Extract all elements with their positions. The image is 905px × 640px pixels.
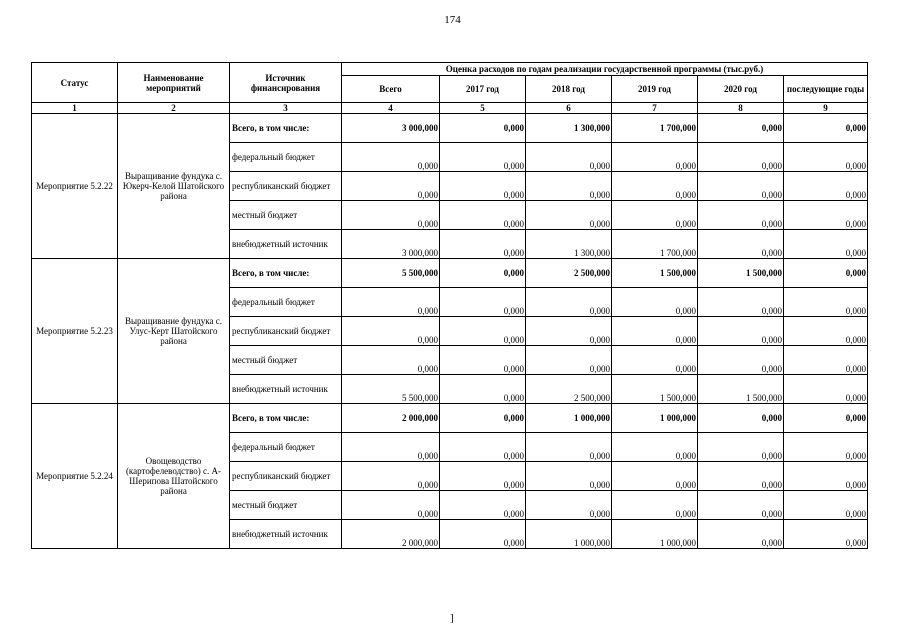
amount-cell: 0,000 <box>440 462 526 491</box>
column-number: 4 <box>342 103 440 114</box>
amount-cell: 1 500,000 <box>698 375 784 404</box>
funding-source: внебюджетный источник <box>230 375 342 404</box>
amount-cell: 0,000 <box>526 201 612 230</box>
amount-cell: 0,000 <box>698 201 784 230</box>
amount-cell: 0,000 <box>784 462 868 491</box>
amount-cell: 0,000 <box>784 172 868 201</box>
amount-cell: 0,000 <box>784 404 868 433</box>
funding-source: республиканский бюджет <box>230 462 342 491</box>
amount-cell: 0,000 <box>526 317 612 346</box>
amount-cell: 0,000 <box>698 317 784 346</box>
amount-cell: 0,000 <box>440 288 526 317</box>
amount-cell: 1 500,000 <box>698 259 784 288</box>
amount-cell: 0,000 <box>698 172 784 201</box>
amount-cell: 0,000 <box>342 317 440 346</box>
amount-cell: 0,000 <box>698 288 784 317</box>
amount-cell: 0,000 <box>342 288 440 317</box>
amount-cell: 0,000 <box>526 172 612 201</box>
amount-cell: 1 000,000 <box>526 520 612 549</box>
funding-source: Всего, в том числе: <box>230 114 342 143</box>
amount-cell: 0,000 <box>612 201 698 230</box>
table-row <box>32 404 868 433</box>
amount-cell: 0,000 <box>698 520 784 549</box>
header-status: Статус <box>32 63 118 103</box>
amount-cell: 2 500,000 <box>526 375 612 404</box>
column-number: 2 <box>118 103 230 114</box>
page-number: 174 <box>444 14 461 26</box>
amount-cell: 0,000 <box>440 491 526 520</box>
amount-cell: 0,000 <box>342 491 440 520</box>
amount-cell: 1 700,000 <box>612 230 698 259</box>
amount-cell: 0,000 <box>342 143 440 172</box>
amount-cell: 0,000 <box>440 433 526 462</box>
amount-cell: 0,000 <box>612 433 698 462</box>
event-status: Мероприятие 5.2.22 <box>32 114 118 259</box>
header-2019: 2019 год <box>612 76 698 103</box>
amount-cell: 0,000 <box>784 143 868 172</box>
header-later: последующие годы <box>784 76 868 103</box>
amount-cell: 5 500,000 <box>342 259 440 288</box>
amount-cell: 1 500,000 <box>612 375 698 404</box>
event-name: Выращивание фундука с. Юкерч-Келой Шатойского района <box>118 114 230 259</box>
funding-source: федеральный бюджет <box>230 143 342 172</box>
amount-cell: 0,000 <box>342 172 440 201</box>
funding-source: федеральный бюджет <box>230 288 342 317</box>
event-status: Мероприятие 5.2.23 <box>32 259 118 404</box>
amount-cell: 0,000 <box>440 520 526 549</box>
funding-source: республиканский бюджет <box>230 172 342 201</box>
amount-cell: 0,000 <box>698 346 784 375</box>
column-number: 5 <box>440 103 526 114</box>
header-name: Наименование мероприятий <box>118 63 230 103</box>
amount-cell: 0,000 <box>440 259 526 288</box>
amount-cell: 0,000 <box>698 143 784 172</box>
amount-cell: 0,000 <box>526 433 612 462</box>
amount-cell: 0,000 <box>440 404 526 433</box>
amount-cell: 0,000 <box>784 346 868 375</box>
amount-cell: 0,000 <box>526 491 612 520</box>
amount-cell: 0,000 <box>612 462 698 491</box>
event-status: Мероприятие 5.2.24 <box>32 404 118 549</box>
event-name: Овощеводство (картофелеводство) с. А-Шерипова Шатойского района <box>118 404 230 549</box>
header-source: Источник финансирования <box>230 63 342 103</box>
amount-cell: 0,000 <box>342 346 440 375</box>
amount-cell: 0,000 <box>526 462 612 491</box>
amount-cell: 5 500,000 <box>342 375 440 404</box>
amount-cell: 0,000 <box>698 462 784 491</box>
funding-source: Всего, в том числе: <box>230 404 342 433</box>
table-row <box>32 114 868 143</box>
amount-cell: 1 000,000 <box>612 520 698 549</box>
amount-cell: 0,000 <box>440 201 526 230</box>
amount-cell: 0,000 <box>440 230 526 259</box>
amount-cell: 0,000 <box>698 404 784 433</box>
funding-source: федеральный бюджет <box>230 433 342 462</box>
funding-source: внебюджетный источник <box>230 230 342 259</box>
column-number: 8 <box>698 103 784 114</box>
amount-cell: 0,000 <box>612 346 698 375</box>
amount-cell: 2 000,000 <box>342 404 440 433</box>
amount-cell: 0,000 <box>342 462 440 491</box>
amount-cell: 1 700,000 <box>612 114 698 143</box>
amount-cell: 0,000 <box>784 433 868 462</box>
amount-cell: 3 000,000 <box>342 114 440 143</box>
funding-source: местный бюджет <box>230 346 342 375</box>
funding-source: Всего, в том числе: <box>230 259 342 288</box>
amount-cell: 2 000,000 <box>342 520 440 549</box>
amount-cell: 0,000 <box>612 491 698 520</box>
amount-cell: 0,000 <box>440 143 526 172</box>
amount-cell: 0,000 <box>784 114 868 143</box>
amount-cell: 0,000 <box>440 375 526 404</box>
amount-cell: 0,000 <box>698 230 784 259</box>
amount-cell: 0,000 <box>526 288 612 317</box>
amount-cell: 0,000 <box>612 317 698 346</box>
funding-source: местный бюджет <box>230 491 342 520</box>
amount-cell: 3 000,000 <box>342 230 440 259</box>
header-total: Всего <box>342 76 440 103</box>
amount-cell: 0,000 <box>440 114 526 143</box>
amount-cell: 0,000 <box>784 520 868 549</box>
amount-cell: 1 300,000 <box>526 230 612 259</box>
amount-cell: 0,000 <box>784 491 868 520</box>
amount-cell: 0,000 <box>784 317 868 346</box>
header-2018: 2018 год <box>526 76 612 103</box>
amount-cell: 0,000 <box>440 346 526 375</box>
header-2020: 2020 год <box>698 76 784 103</box>
amount-cell: 1 000,000 <box>526 404 612 433</box>
amount-cell: 0,000 <box>784 201 868 230</box>
table-row <box>32 259 868 288</box>
amount-cell: 0,000 <box>698 433 784 462</box>
amount-cell: 0,000 <box>784 288 868 317</box>
amount-cell: 0,000 <box>612 143 698 172</box>
header-2017: 2017 год <box>440 76 526 103</box>
event-name: Выращивание фундука с. Улус-Керт Шатойского района <box>118 259 230 404</box>
amount-cell: 2 500,000 <box>526 259 612 288</box>
column-number: 9 <box>784 103 868 114</box>
amount-cell: 0,000 <box>698 114 784 143</box>
column-number: 3 <box>230 103 342 114</box>
amount-cell: 0,000 <box>526 143 612 172</box>
amount-cell: 0,000 <box>440 317 526 346</box>
funding-source: местный бюджет <box>230 201 342 230</box>
amount-cell: 0,000 <box>784 375 868 404</box>
amount-cell: 0,000 <box>440 172 526 201</box>
column-number: 7 <box>612 103 698 114</box>
header-estimate: Оценка расходов по годам реализации государственной программы (тыс.руб.) <box>342 63 868 76</box>
amount-cell: 1 500,000 <box>612 259 698 288</box>
amount-cell: 0,000 <box>526 346 612 375</box>
amount-cell: 0,000 <box>342 433 440 462</box>
column-number: 1 <box>32 103 118 114</box>
funding-source: внебюджетный источник <box>230 520 342 549</box>
amount-cell: 1 000,000 <box>612 404 698 433</box>
amount-cell: 0,000 <box>698 491 784 520</box>
amount-cell: 0,000 <box>342 201 440 230</box>
amount-cell: 0,000 <box>784 230 868 259</box>
footer-mark: ] <box>450 612 454 624</box>
column-number: 6 <box>526 103 612 114</box>
amount-cell: 0,000 <box>612 288 698 317</box>
amount-cell: 1 300,000 <box>526 114 612 143</box>
budget-table <box>31 62 868 549</box>
funding-source: республиканский бюджет <box>230 317 342 346</box>
amount-cell: 0,000 <box>784 259 868 288</box>
amount-cell: 0,000 <box>612 172 698 201</box>
